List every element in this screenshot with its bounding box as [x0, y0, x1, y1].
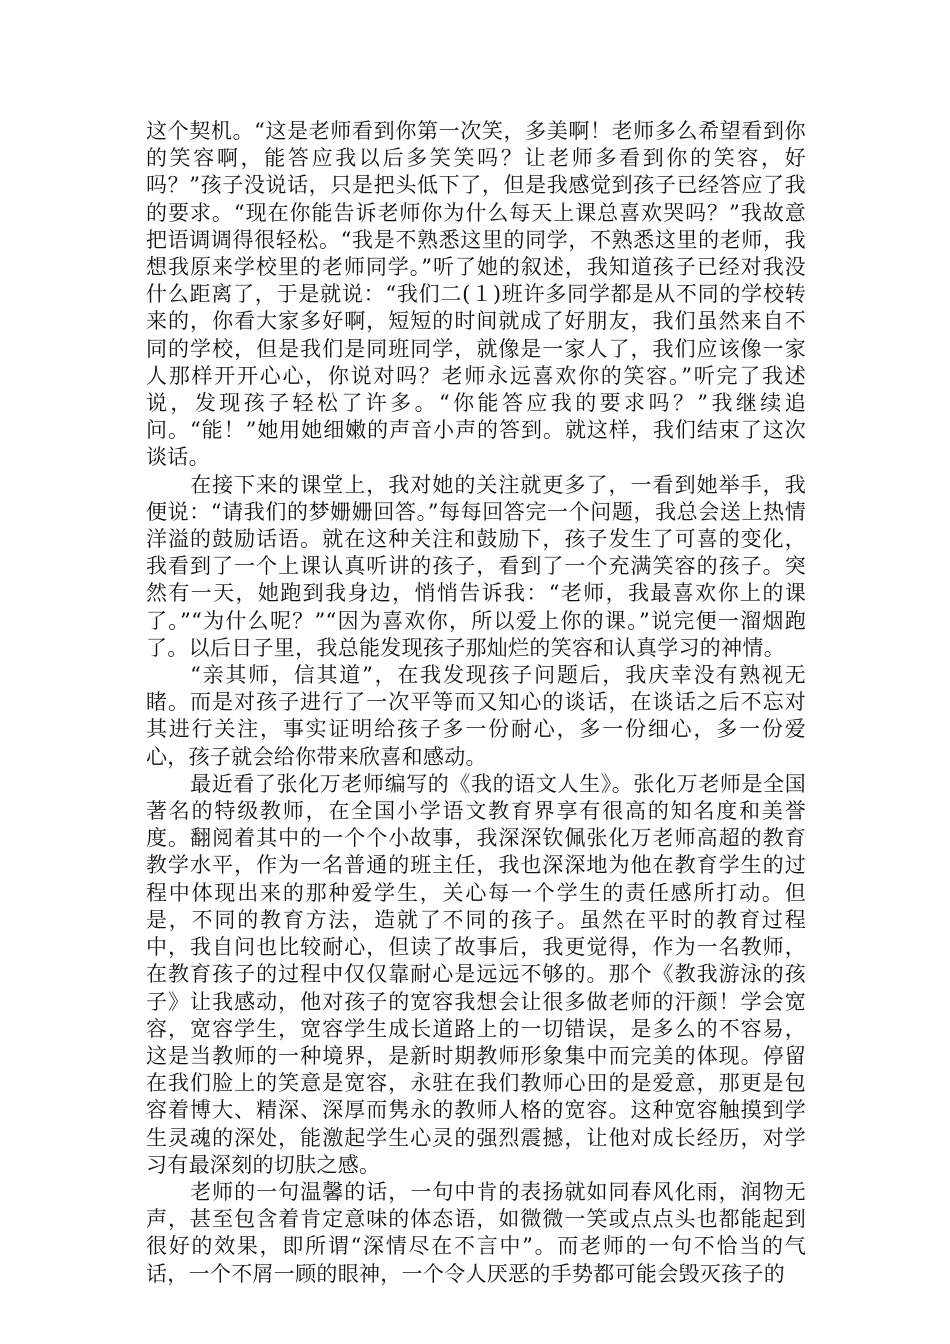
paragraph-4: 最近看了张化万老师编写的《我的语文人生》。张化万老师是全国著名的特级教师，在全国小学语文教育界享有很高的知名度和美誉度。翻阅着其中的一个个小故事，我深深钦佩张化万老师高超的教育教学水平，作为一名普通的班主任，我也深深地为他在教育学生的过程中体现出来的那种爱学生，关心每一个学生的责任感所打动。但是，不同的教育方法，造就了不同的孩子。虽然在平时的教育过程中，我自问也比较耐心，但读了故事后，我更觉得，作为一名教师，在教育孩子的过程中仅仅靠耐心是远远不够的。那个《教我游泳的孩子》让我感动，他对孩子的宽容我想会让很多做老师的汗颜！学会宽容，宽容学生，宽容学生成长道路上的一切错误，是多么的不容易，这是当教师的一种境界，是新时期教师形象集中而完美的体现。停留在我们脸上的笑意是宽容，永驻在我们教师心田的是爱意，那更是包容着博大、精深、深厚而隽永的教师人格的宽容。这种宽容触摸到学生灵魂的深处，能激起学生心灵的强烈震撼，让他对成长经历，对学习有最深刻的切肤之感。 — [146, 771, 806, 1177]
document-page — [146, 118, 806, 1288]
paragraph-5: 老师的一句温馨的话，一句中肯的表扬就如同春风化雨，润物无声，甚至包含着肯定意味的体态语，如微微一笑或点点头也都能起到很好的效果，即所谓“深情尽在不言中”。而老师的一句不恰当的气话，一个不屑一顾的眼神，一个令人厌恶的手势都可能会毁灭孩子的 — [146, 1179, 806, 1286]
paragraph-2: 在接下来的课堂上，我对她的关注就更多了，一看到她举手，我便说：“请我们的梦姗姗回答。”每每回答完一个问题，我总会送上热情洋溢的鼓励话语。就在这种关注和鼓励下，孩子发生了可喜的变化，我看到了一个上课认真听讲的孩子，看到了一个充满笑容的孩子。突然有一天，她跑到我身边，悄悄告诉我：“老师，我最喜欢你上的课了。”“为什么呢？”“因为喜欢你，所以爱上你的课。”说完便一溜烟跑了。以后日子里，我总能发现孩子那灿烂的笑容和认真学习的神情。 — [146, 472, 806, 660]
paragraph-3: “亲其师，信其道”，在我发现孩子问题后，我庆幸没有熟视无睹。而是对孩子进行了一次平等而又知心的谈话，在谈话之后不忘对其进行关注，事实证明给孩子多一份耐心，多一份细心，多一份爱心，孩子就会给你带来欣喜和感动。 — [146, 663, 806, 769]
paragraph-1: 这个契机。“这是老师看到你第一次笑，多美啊！老师多么希望看到你的笑容啊，能答应我以后多笑笑吗？让老师多看到你的笑容，好吗？”孩子没说话，只是把头低下了，但是我感觉到孩子已经答应了我的要求。“现在你能告诉老师你为什么每天上课总喜欢哭吗？”我故意把语调调得很轻松。“我是不熟悉这里的同学，不熟悉这里的老师，我想我原来学校里的老师同学。”听了她的叙述，我知道孩子已经对我没什么距离了，于是就说：“我们二(１)班许多同学都是从不同的学校转来的，你看大家多好啊，短短的时间就成了好朋友，我们虽然来自不同的学校，但是我们是同班同学，就像是一家人了，我们应该像一家人那样开开心心，你说对吗？老师永远喜欢你的笑容。”听完了我述说，发现孩子轻松了许多。“你能答应我的要求吗？”我继续追问。“能！”她用她细嫩的声音小声的答到。就这样，我们结束了这次谈话。 — [146, 119, 806, 470]
